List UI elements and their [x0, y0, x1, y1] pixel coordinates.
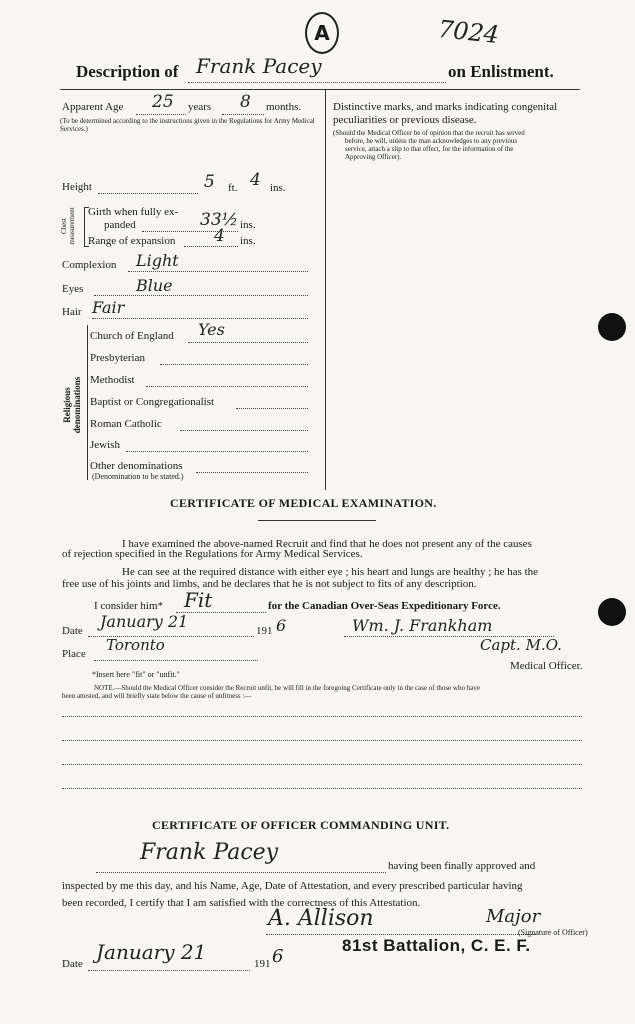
hair-label: Hair	[62, 306, 82, 318]
marks-note-3: service, attach a slip to that effect, for the information of the	[345, 145, 514, 153]
height-label: Height	[62, 181, 92, 193]
girth-unit: ins.	[240, 219, 256, 231]
hair-value: Fair	[92, 298, 125, 317]
religion-line-2	[146, 386, 308, 387]
unfitness-line-1	[62, 716, 582, 717]
unfitness-line-4	[62, 788, 582, 789]
medical-officer-rank: Capt. M.O.	[480, 636, 562, 654]
regimental-number: 7024	[436, 14, 501, 50]
age-note-text: (To be determined according to the instructions given in the Regulations for Army Medical Services.)	[60, 117, 315, 133]
chest-measurement-text: Chest measurement	[60, 207, 76, 245]
height-ins-label: ins.	[270, 182, 286, 194]
commanding-date-value: January 21	[96, 940, 207, 964]
age-years-value: 25	[152, 92, 174, 112]
header-name: Frank Pacey	[196, 54, 322, 78]
punch-hole-bottom	[598, 598, 626, 626]
expansion-value: 4	[214, 226, 225, 246]
height-ft-label: ft.	[228, 182, 238, 194]
medical-para1-line1: I have examined the above-named Recruit and find that he does not present any of the causes	[122, 538, 532, 550]
medical-date-value: January 21	[100, 612, 189, 631]
complexion-value: Light	[136, 251, 179, 270]
medical-para2-line2: free use of his joints and limbs, and he declares that he is not subject to fits of any description.	[62, 578, 477, 590]
medical-note-line2: been attested, and will briefly state below the cause of unfitness :—	[62, 692, 252, 700]
consider-line	[176, 612, 266, 613]
medical-footnote: *Insert here "fit" or "unfit."	[92, 670, 180, 679]
religion-side-text: Religious denominations	[62, 376, 82, 434]
religion-item-0: Church of England	[90, 330, 174, 342]
religion-side-label	[62, 362, 82, 448]
eyes-value: Blue	[136, 276, 173, 295]
commanding-date-label: Date	[62, 958, 83, 970]
apparent-age-label: Apparent Age	[62, 101, 124, 113]
girth-label-1: Girth when fully ex-	[88, 206, 179, 218]
punch-hole-top	[598, 313, 626, 341]
age-note	[60, 117, 330, 133]
religion-item-3: Baptist or Congregationalist	[90, 396, 215, 408]
medical-title: CERTIFICATE OF MEDICAL EXAMINATION.	[170, 496, 437, 510]
circled-letter	[305, 12, 339, 54]
medical-place-line	[94, 660, 258, 661]
age-months-label: months.	[266, 101, 302, 113]
commanding-line1-suffix: having been finally approved and	[388, 860, 536, 872]
medical-title-rule	[258, 520, 376, 521]
religion-value-0: Yes	[198, 320, 225, 339]
religion-item-1: Presbyterian	[90, 352, 145, 364]
commanding-date-year: 191	[254, 958, 271, 970]
unfitness-line-2	[62, 740, 582, 741]
medical-date-label: Date	[62, 625, 83, 637]
commanding-title: CERTIFICATE OF OFFICER COMMANDING UNIT.	[152, 818, 450, 832]
religion-item-4: Roman Catholic	[90, 418, 162, 430]
age-years-line	[136, 114, 186, 115]
complexion-line	[128, 271, 308, 272]
commanding-signature-label: (Signature of Officer)	[518, 928, 588, 937]
commanding-date-year-hand: 6	[272, 946, 284, 967]
marks-note-4: Approving Officer).	[345, 153, 402, 161]
religion-note: (Denomination to be stated.)	[92, 472, 184, 481]
complexion-label: Complexion	[62, 259, 117, 271]
medical-date-year: 191	[256, 625, 273, 637]
medical-para1-line2: of rejection specified in the Regulations for Army Medical Services.	[62, 548, 363, 560]
consider-suffix: for the Canadian Over-Seas Expeditionary Force.	[268, 600, 501, 612]
medical-officer-label: Medical Officer.	[510, 660, 583, 672]
unfitness-line-3	[62, 764, 582, 765]
height-line	[98, 193, 198, 194]
expansion-unit: ins.	[240, 235, 256, 247]
medical-note-line1: NOTE.—Should the Medical Officer consider the Recruit unfit, he will fill in the foregoing Certificate only in the case of those who have	[94, 684, 480, 692]
marks-note-1: (Should the Medical Officer be of opinion that the recruit has served	[333, 129, 525, 137]
medical-date-year-hand: 6	[276, 616, 287, 635]
eyes-label: Eyes	[62, 283, 84, 295]
height-ft-value: 5	[204, 172, 215, 192]
commanding-date-line	[88, 970, 250, 971]
header-name-line	[188, 82, 446, 83]
header-prefix: Description of	[76, 62, 179, 81]
age-months-line	[222, 114, 264, 115]
marks-note-2: before, he will, unless the man acknowledges to any previous	[345, 137, 518, 145]
medical-para2-line1: He can see at the required distance with either eye ; his heart and lungs are healthy ; he has the	[122, 566, 539, 578]
column-divider	[325, 90, 326, 490]
age-years-label: years	[188, 101, 212, 113]
consider-value: Fit	[184, 588, 213, 612]
medical-place-label: Place	[62, 648, 86, 660]
religion-line-3	[236, 408, 308, 409]
circled-letter-text: A	[314, 21, 330, 45]
consider-label: I consider him*	[94, 600, 164, 612]
eyes-line	[94, 295, 308, 296]
girth-label-2: panded	[104, 219, 136, 231]
religion-line-6	[196, 472, 308, 473]
commanding-line3: been recorded, I certify that I am satisfied with the correctness of this Attestation.	[62, 897, 421, 909]
commanding-name-value: Frank Pacey	[140, 840, 279, 865]
commanding-signature: A. Allison	[268, 906, 374, 931]
religion-item-2: Methodist	[90, 374, 135, 386]
girth-value: 33½	[200, 210, 239, 230]
commanding-rank: Major	[486, 906, 541, 927]
hair-line	[92, 318, 308, 319]
marks-title-1: Distinctive marks, and marks indicating congenital	[333, 101, 558, 113]
header-suffix: on Enlistment.	[448, 62, 554, 81]
age-months-value: 8	[240, 92, 251, 112]
top-rule	[60, 89, 580, 90]
commanding-line2: inspected by me this day, and his Name, Age, Date of Attestation, and every prescribed particular having	[62, 880, 523, 892]
height-ins-value: 4	[250, 170, 261, 190]
expansion-label: Range of expansion	[88, 235, 176, 247]
religion-line-4	[180, 430, 308, 431]
marks-title-2: peculiarities or previous disease.	[333, 114, 477, 126]
commanding-signature-line	[266, 934, 536, 935]
religion-line-0	[188, 342, 308, 343]
medical-officer-signature: Wm. J. Frankham	[352, 616, 493, 635]
religion-line-1	[160, 364, 308, 365]
battalion-stamp: 81st Battalion, C. E. F.	[342, 936, 531, 955]
religion-item-5: Jewish	[90, 439, 120, 451]
chest-measurement-label	[60, 206, 76, 246]
religion-item-6: Other denominations	[90, 460, 183, 472]
religion-line-5	[126, 451, 308, 452]
left-column-edge	[87, 325, 88, 480]
expansion-line	[184, 246, 238, 247]
commanding-name-line	[96, 872, 386, 873]
medical-place-value: Toronto	[106, 636, 165, 654]
